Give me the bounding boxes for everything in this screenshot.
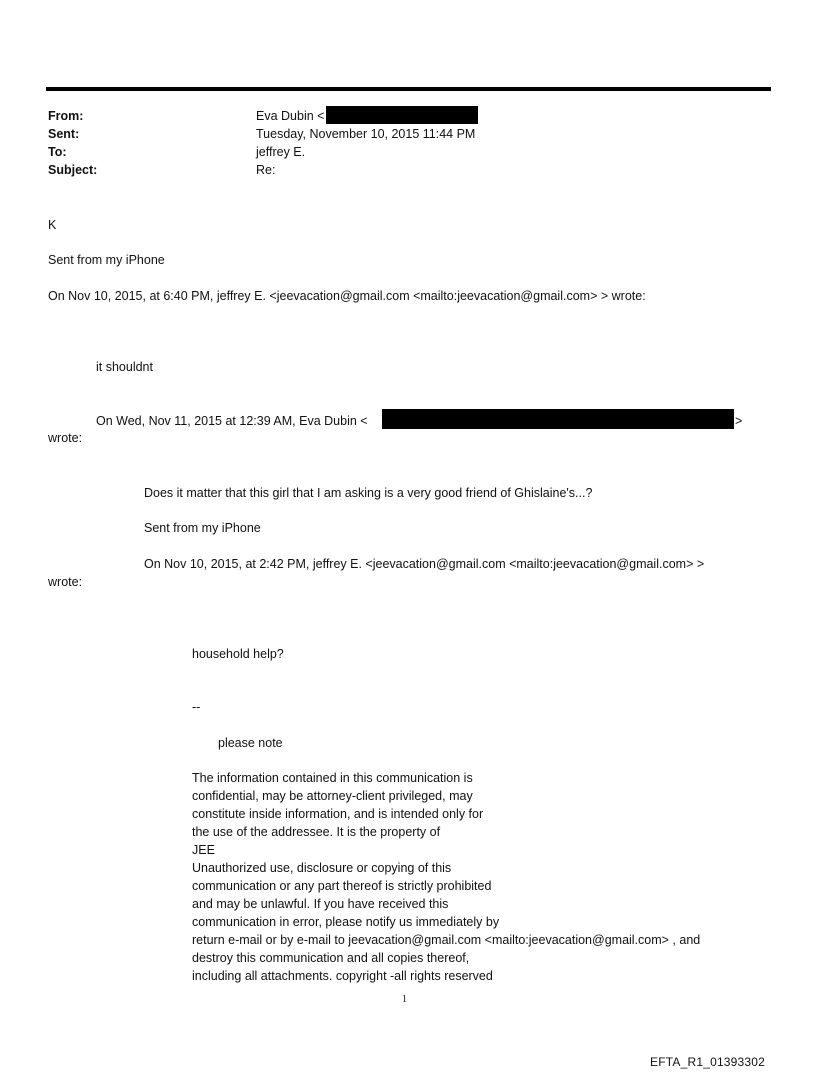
disclaimer-line: JEE xyxy=(192,843,215,857)
header-rule xyxy=(46,87,771,91)
to-label: To: xyxy=(48,145,67,159)
from-value: Eva Dubin < xyxy=(256,109,325,123)
page-number: 1 xyxy=(402,994,407,1005)
disclaimer-line: including all attachments. copyright -all rights reserved xyxy=(192,969,493,983)
quote-header-1: On Nov 10, 2015, at 6:40 PM, jeffrey E. <jeevacation@gmail.com <mailto:jeevacation@gmail.com> > wrote: xyxy=(48,289,646,303)
from-label: From: xyxy=(48,109,84,123)
disclaimer-line: confidential, may be attorney-client privileged, may xyxy=(192,789,473,803)
redaction-quote-email xyxy=(382,409,734,429)
please-note: please note xyxy=(218,736,283,750)
signature-1: Sent from my iPhone xyxy=(48,253,165,267)
to-value: jeffrey E. xyxy=(256,145,306,159)
quote-wrote-3: wrote: xyxy=(48,575,83,589)
disclaimer-line: destroy this communication and all copies thereof, xyxy=(192,951,470,965)
quote-header-2: On Wed, Nov 11, 2015 at 12:39 AM, Eva Dubin < xyxy=(96,414,368,428)
document-id-footer: EFTA_R1_01393302 xyxy=(650,1055,766,1069)
signature-dashes: -- xyxy=(192,700,201,714)
sent-value: Tuesday, November 10, 2015 11:44 PM xyxy=(256,127,476,141)
quote-wrote-2: wrote: xyxy=(48,431,83,445)
disclaimer-line: Unauthorized use, disclosure or copying of this xyxy=(192,861,452,875)
sent-label: Sent: xyxy=(48,127,80,141)
redaction-from-email xyxy=(326,106,478,124)
disclaimer-line: and may be unlawful. If you have received this xyxy=(192,897,449,911)
disclaimer-line: communication in error, please notify us immediately by xyxy=(192,915,500,929)
question-text: Does it matter that this girl that I am asking is a very good friend of Ghislaine's...? xyxy=(144,486,593,500)
disclaimer-line: The information contained in this communication is xyxy=(192,771,473,785)
disclaimer-line: the use of the addressee. It is the property of xyxy=(192,825,441,839)
quote-header-2-end: > xyxy=(735,414,743,428)
body-k: K xyxy=(48,218,57,232)
quote-header-3: On Nov 10, 2015, at 2:42 PM, jeffrey E. <jeevacation@gmail.com <mailto:jeevacation@gmail.com> > xyxy=(144,557,705,571)
disclaimer-line: constitute inside information, and is intended only for xyxy=(192,807,484,821)
disclaimer-line: communication or any part thereof is strictly prohibited xyxy=(192,879,492,893)
household-text: household help? xyxy=(192,647,284,661)
disclaimer-line: return e-mail or by e-mail to jeevacation@gmail.com <mailto:jeevacation@gmail.com> , and xyxy=(192,933,701,947)
signature-2: Sent from my iPhone xyxy=(144,521,261,535)
subject-label: Subject: xyxy=(48,163,98,177)
reply-1: it shouldnt xyxy=(96,360,153,374)
subject-value: Re: xyxy=(256,163,276,177)
